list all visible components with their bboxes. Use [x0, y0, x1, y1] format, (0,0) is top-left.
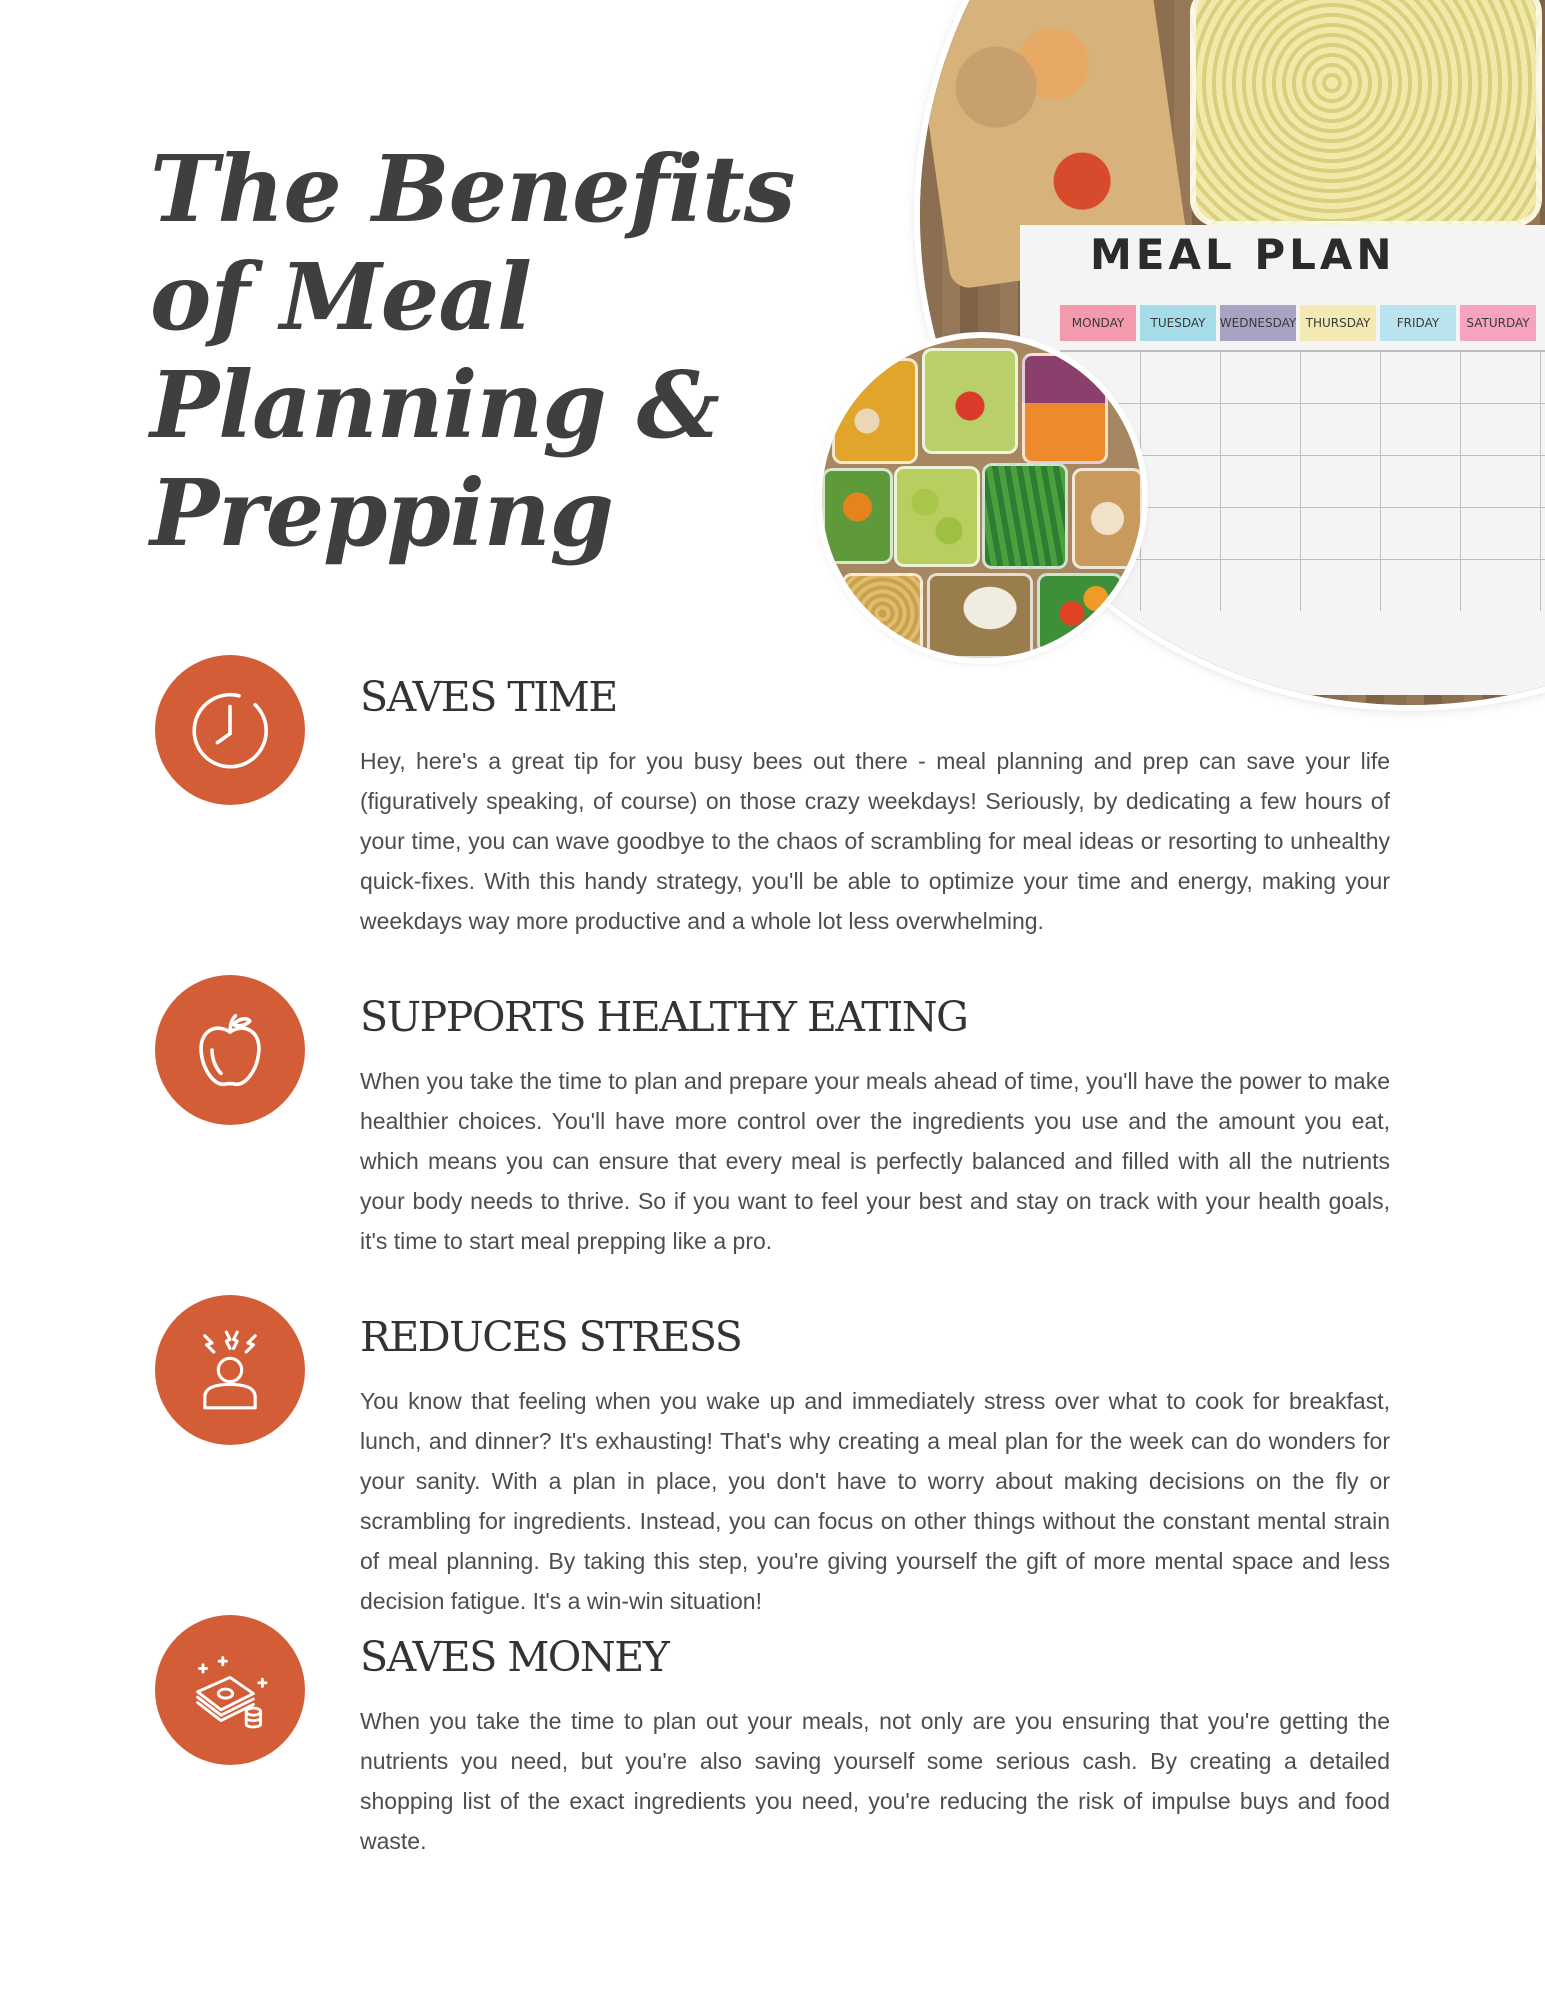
section-body: When you take the time to plan and prepare your meals ahead of time, you'll have the power to make healthier choices. You'll have more control over the ingredients you use and the amount you eat, which means you can ensure that every meal is perfectly balanced and filled with all the nutrients your body needs to thrive. So if you want to feel your best and stay on track with your health goals, it's time to start meal prepping like a pro.: [360, 1068, 1390, 1254]
meal-prep-tray: [894, 466, 980, 567]
day-label-monday: MONDAY: [1060, 305, 1136, 341]
apple-icon: [155, 975, 305, 1125]
day-label-saturday: SATURDAY: [1460, 305, 1536, 341]
section-title: REDUCES STRESS: [360, 1313, 742, 1361]
page-title: The Benefits of Meal Planning & Prepping: [150, 135, 795, 567]
meal-prep-tray: [1022, 353, 1108, 464]
meal-prep-tray: [1072, 468, 1142, 569]
meal-prep-tray: [1037, 573, 1123, 654]
money-stack-icon: [155, 1615, 305, 1765]
zucchini-noodle-container: [1190, 0, 1542, 227]
day-label-tuesday: TUESDAY: [1140, 305, 1216, 341]
day-label-wednesday: WEDNESDAY: [1220, 305, 1296, 341]
meal-prep-tray: [922, 348, 1018, 454]
meal-prep-tray: [927, 573, 1033, 658]
meal-prep-tray: [982, 463, 1068, 569]
weekday-labels: [1060, 305, 1536, 341]
day-label-thursday: THURSDAY: [1300, 305, 1376, 341]
section-body: Hey, here's a great tip for you busy bees out there - meal planning and prep can save your life (figuratively speaking, of course) on those crazy weekdays! Seriously, by dedicating a few hours of your time, you can wave goodbye to the chaos of scrambling for meal ideas or resorting to unhealthy quick-fixes. With this handy strategy, you'll be able to optimize your time and energy, making your weekdays way more productive and a whole lot less overwhelming.: [360, 748, 1390, 934]
section-body: When you take the time to plan out your meals, not only are you ensuring that you're getting the nutrients you need, but you're also saving yourself some serious cash. By creating a detailed shopping list of the exact ingredients you need, you're reducing the risk of impulse buys and food waste.: [360, 1708, 1390, 1854]
clock-icon: [155, 655, 305, 805]
section-body: You know that feeling when you wake up and immediately stress over what to cook for breakfast, lunch, and dinner? It's exhausting! That's why creating a meal plan for the week can do wonders for your sanity. With a plan in place, you don't have to worry about making decisions on the fly or scrambling for ingredients. Instead, you can focus on other things without the constant mental strain of meal planning. By taking this step, you're giving yourself the gift of more mental space and less decision fatigue. It's a win-win situation!: [360, 1388, 1390, 1614]
section-title: SUPPORTS HEALTHY EATING: [360, 993, 968, 1041]
meal-plan-label: MEAL PLAN: [1090, 230, 1396, 279]
stressed-person-icon: [155, 1295, 305, 1445]
day-label-friday: FRIDAY: [1380, 305, 1456, 341]
section-title: SAVES TIME: [360, 673, 617, 721]
meal-prep-photo: [822, 338, 1142, 658]
meal-prep-tray: [832, 358, 918, 464]
section-title: SAVES MONEY: [360, 1633, 669, 1681]
meal-prep-tray: [822, 468, 893, 564]
meal-prep-tray: [842, 573, 923, 654]
